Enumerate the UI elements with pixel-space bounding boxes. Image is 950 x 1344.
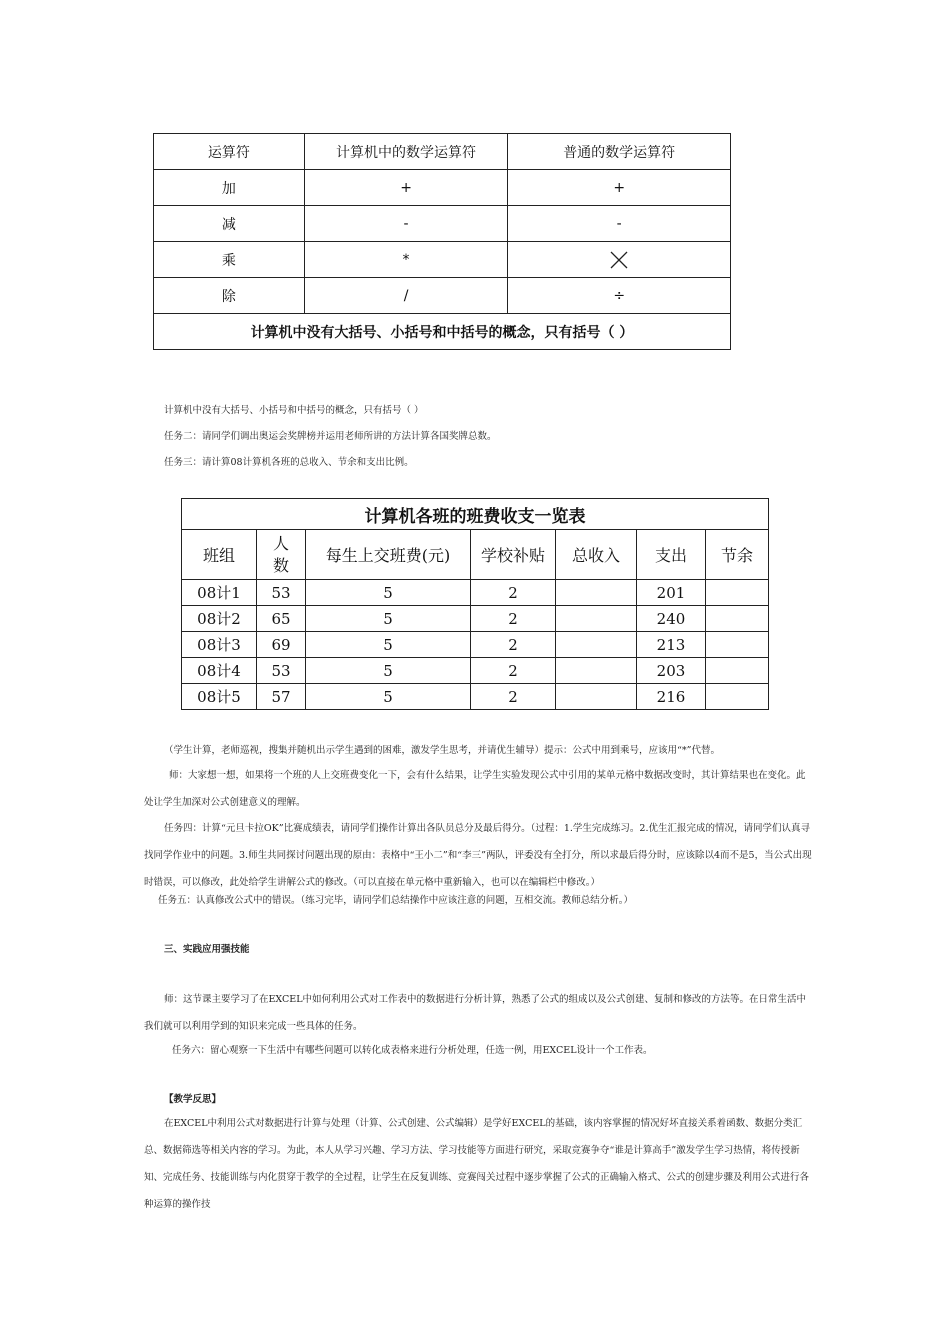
cell-fee: 5 xyxy=(306,658,471,684)
bracket-sentence: 计算机中没有大括号、小括号和中括号的概念，只有括号（ ） xyxy=(164,405,424,416)
fee-table-title: 计算机各班的班费收支一览表 xyxy=(182,499,769,530)
cell-expense: 213 xyxy=(637,632,706,658)
header-balance: 节余 xyxy=(706,530,769,580)
section-three-teacher: 师：这节课主要学习了在EXCEL中如何利用公式对工作表中的数据进行分析计算，熟悉了公式的组成以及公式创建、复制和修改的方法等。在日常生活中我们就可以利用学到的知识来完成一些具体的任务。 xyxy=(144,994,807,1032)
cell-subsidy: 2 xyxy=(471,632,556,658)
cell-total-income xyxy=(556,632,637,658)
cell-balance xyxy=(706,606,769,632)
normal-operator: - xyxy=(508,206,731,242)
table-row xyxy=(182,684,769,710)
header-subsidy: 学校补贴 xyxy=(471,530,556,580)
table-row xyxy=(182,658,769,684)
cell-fee: 5 xyxy=(306,684,471,710)
header-total-income: 总收入 xyxy=(556,530,637,580)
operator-table-header xyxy=(154,134,731,170)
operator-name: 加 xyxy=(154,170,305,206)
cell-balance xyxy=(706,632,769,658)
task-two: 任务二：请同学们调出奥运会奖牌榜并运用老师所讲的方法计算各国奖牌总数。 xyxy=(164,431,497,442)
table-row xyxy=(154,170,731,206)
cell-subsidy: 2 xyxy=(471,580,556,606)
times-icon xyxy=(609,250,629,270)
computer-operator: * xyxy=(304,242,508,278)
table-row xyxy=(182,632,769,658)
cell-subsidy: 2 xyxy=(471,658,556,684)
normal-operator: + xyxy=(508,170,731,206)
header-expense: 支出 xyxy=(637,530,706,580)
operator-table xyxy=(153,133,731,350)
table-row xyxy=(154,278,731,314)
cell-class: 08计3 xyxy=(182,632,257,658)
cell-class: 08计4 xyxy=(182,658,257,684)
cell-expense: 201 xyxy=(637,580,706,606)
cell-class: 08计1 xyxy=(182,580,257,606)
cell-balance xyxy=(706,580,769,606)
table-row xyxy=(182,606,769,632)
task-six-paragraph: 任务六：留心观察一下生活中有哪些问题可以转化成表格来进行分析处理，任选一例，用EXCEL设计一个工作表。 xyxy=(172,1045,653,1056)
teacher-paragraph: 师：大家想一想，如果将一个班的人上交班费变化一下，会有什么结果，让学生实验发现公式中引用的某单元格中数据改变时，其计算结果也在变化。此处让学生加深对公式创建意义的理解。 xyxy=(144,770,806,808)
operator-name: 除 xyxy=(154,278,305,314)
cell-expense: 203 xyxy=(637,658,706,684)
header-count: 人数 xyxy=(257,530,306,580)
header-operator: 运算符 xyxy=(154,134,305,170)
bracket-note: 计算机中没有大括号、小括号和中括号的概念，只有括号（ ） xyxy=(154,314,731,350)
cell-fee: 5 xyxy=(306,606,471,632)
section-three-heading: 三、实践应用强技能 xyxy=(164,944,250,955)
cell-expense: 216 xyxy=(637,684,706,710)
cell-total-income xyxy=(556,606,637,632)
cell-count: 65 xyxy=(257,606,306,632)
class-fee-table xyxy=(181,498,769,710)
task-three: 任务三：请计算08计算机各班的总收入、节余和支出比例。 xyxy=(164,457,414,468)
cell-balance xyxy=(706,658,769,684)
reflection-body: 在EXCEL中利用公式对数据进行计算与处理（计算、公式创建、公式编辑）是学好EXCEL的基础，该内容掌握的情况好坏直接关系着函数、数据分类汇总、数据筛选等相关内容的学习。为此，本人从学习兴趣、学习方法、学习技能等方面进行研究，采取竞赛争夺“谁是计算高手”激发学生学习热情，将传授新知、完成任务、技能训练与内化贯穿于教学的全过程，让学生在反复训练、竞赛闯关过程中逐步掌握了公式的正确输入格式、公式的创建步骤及利用公式进行各种运算的操作技 xyxy=(144,1118,810,1210)
operator-name: 乘 xyxy=(154,242,305,278)
cell-fee: 5 xyxy=(306,632,471,658)
cell-count: 57 xyxy=(257,684,306,710)
cell-class: 08计5 xyxy=(182,684,257,710)
normal-operator xyxy=(508,242,731,278)
cell-balance xyxy=(706,684,769,710)
cell-count: 53 xyxy=(257,658,306,684)
cell-total-income xyxy=(556,684,637,710)
computer-operator: - xyxy=(304,206,508,242)
cell-total-income xyxy=(556,658,637,684)
normal-operator: ÷ xyxy=(508,278,731,314)
task-five-paragraph: 任务五：认真修改公式中的错误。（练习完毕，请同学们总结操作中应该注意的问题，互相交流。教师总结分析。） xyxy=(158,895,634,906)
reflection-heading: 【教学反思】 xyxy=(164,1094,222,1105)
computer-operator: + xyxy=(304,170,508,206)
header-fee-per-student: 每生上交班费(元) xyxy=(306,530,471,580)
header-computer-operator: 计算机中的数学运算符 xyxy=(304,134,508,170)
table-note-row xyxy=(154,314,731,350)
fee-table-header xyxy=(182,530,769,580)
task-four-paragraph: 任务四：计算“元旦卡拉OK”比赛成绩表，请同学们操作计算出各队员总分及最后得分。（过程：1.学生完成练习。2.优生汇报完成的情况，请同学们认真寻找同学作业中的问题。3.师生共同探讨问题出现的原由：表格中“王小二”和“李三”两队，评委没有全打分，所以求最后得分时，应该除以4而不是5，当公式出现时错误，可以修改，此处给学生讲解公式的修改。（可以直接在单元格中重新输入，也可以在编辑栏中修改。） xyxy=(144,823,812,888)
computer-operator: / xyxy=(304,278,508,314)
header-class: 班组 xyxy=(182,530,257,580)
cell-subsidy: 2 xyxy=(471,684,556,710)
cell-count: 69 xyxy=(257,632,306,658)
cell-count: 53 xyxy=(257,580,306,606)
cell-subsidy: 2 xyxy=(471,606,556,632)
cell-class: 08计2 xyxy=(182,606,257,632)
hint-paragraph: （学生计算，老师巡视，搜集并随机出示学生遇到的困难，激发学生思考，并请优生辅导）提示：公式中用到乘号，应该用“*”代替。 xyxy=(164,745,720,756)
cell-total-income xyxy=(556,580,637,606)
table-row xyxy=(182,580,769,606)
cell-expense: 240 xyxy=(637,606,706,632)
header-normal-operator: 普通的数学运算符 xyxy=(508,134,731,170)
table-row xyxy=(154,242,731,278)
cell-fee: 5 xyxy=(306,580,471,606)
table-row xyxy=(154,206,731,242)
operator-name: 减 xyxy=(154,206,305,242)
